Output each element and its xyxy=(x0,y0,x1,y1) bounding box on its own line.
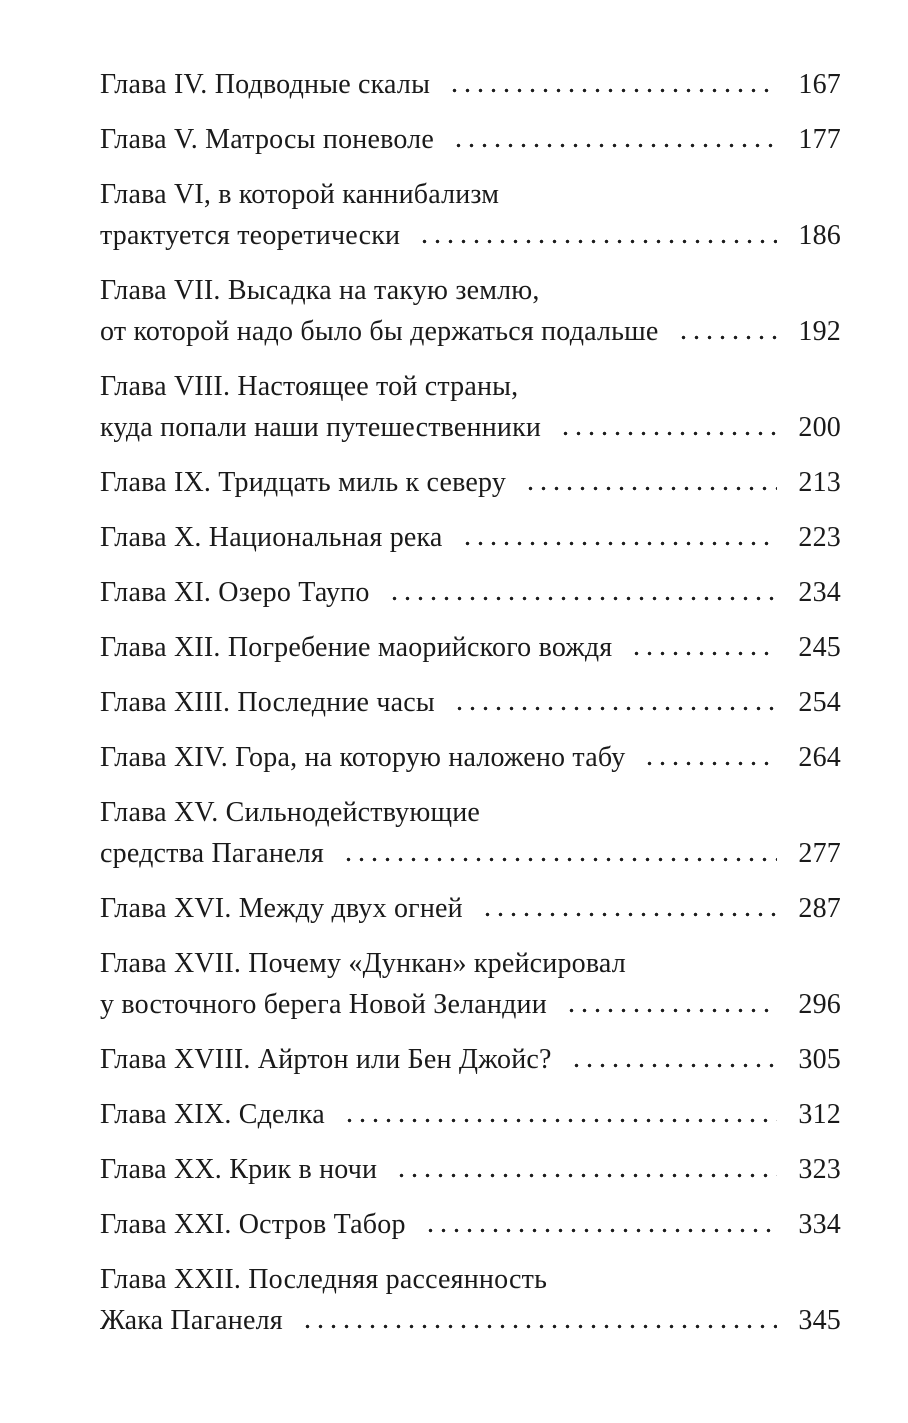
entry-page-number: 334 xyxy=(798,1209,841,1240)
entry-title-text: Глава XIV. Гора, на которую наложено табу xyxy=(100,742,626,773)
entry-last-line xyxy=(100,572,841,613)
entry-last-line xyxy=(100,682,841,723)
entry-title-text: Глава XVIII. Айртон или Бен Джойс? xyxy=(100,1044,552,1075)
entry-last-line xyxy=(100,1300,841,1341)
entry-line: Глава VI, в которой каннибализм xyxy=(100,179,500,210)
entry-title-text: от которой надо было бы держаться подальше xyxy=(100,316,659,347)
toc-entry xyxy=(100,462,841,503)
dotted-leader xyxy=(343,1118,777,1123)
toc-entry xyxy=(100,64,841,105)
entry-last-line xyxy=(100,407,841,448)
toc-entry xyxy=(100,572,841,613)
entry-last-line xyxy=(100,1039,841,1080)
entry-last-line xyxy=(100,888,841,929)
entry-page-number: 223 xyxy=(798,522,841,553)
entry-last-line xyxy=(100,1094,841,1135)
entry-page-number: 192 xyxy=(798,316,841,347)
entry-page-number: 305 xyxy=(798,1044,841,1075)
entry-page-number: 245 xyxy=(798,632,841,663)
entry-prelines xyxy=(100,1259,841,1300)
entry-page-number: 213 xyxy=(798,467,841,498)
entry-title-text: Жака Паганеля xyxy=(100,1305,283,1336)
entry-title-text: Глава XII. Погребение маорийского вождя xyxy=(100,632,613,663)
entry-prelines xyxy=(100,174,841,215)
dotted-leader xyxy=(630,651,777,656)
entry-page-number: 234 xyxy=(798,577,841,608)
entry-title-text: Глава XX. Крик в ночи xyxy=(100,1154,378,1185)
entry-line: Глава XXII. Последняя рассеянность xyxy=(100,1264,548,1295)
entry-last-line xyxy=(100,119,841,160)
entry-last-line xyxy=(100,984,841,1025)
entry-page-number: 264 xyxy=(798,742,841,773)
entry-title-text: Глава IV. Подводные скалы xyxy=(100,69,431,100)
dotted-leader xyxy=(524,486,777,491)
dotted-leader xyxy=(677,335,777,340)
entry-title-text: Глава X. Национальная река xyxy=(100,522,443,553)
dotted-leader xyxy=(418,239,777,244)
dotted-leader xyxy=(395,1173,777,1178)
toc-entry xyxy=(100,943,841,1025)
toc-entry xyxy=(100,1204,841,1245)
toc-entry xyxy=(100,517,841,558)
entry-last-line xyxy=(100,833,841,874)
dotted-leader xyxy=(461,541,777,546)
toc-entry xyxy=(100,1149,841,1190)
entry-title-text: Глава XIX. Сделка xyxy=(100,1099,325,1130)
entry-prelines xyxy=(100,792,841,833)
entry-title-text: Глава XI. Озеро Таупо xyxy=(100,577,370,608)
entry-last-line xyxy=(100,517,841,558)
entry-last-line xyxy=(100,1204,841,1245)
entry-last-line xyxy=(100,627,841,668)
dotted-leader xyxy=(570,1063,777,1068)
entry-page-number: 167 xyxy=(798,69,841,100)
dotted-leader xyxy=(453,706,777,711)
dotted-leader xyxy=(342,857,777,862)
entry-title-text: средства Паганеля xyxy=(100,838,324,869)
entry-title-text: Глава V. Матросы поневоле xyxy=(100,124,434,155)
toc-entry xyxy=(100,1259,841,1341)
entry-title-text: Глава XXI. Остров Табор xyxy=(100,1209,406,1240)
entry-page-number: 296 xyxy=(798,989,841,1020)
toc-entry xyxy=(100,737,841,778)
toc-entry xyxy=(100,270,841,352)
entry-last-line xyxy=(100,737,841,778)
toc-list xyxy=(100,64,841,1341)
toc-entry xyxy=(100,1039,841,1080)
entry-page-number: 312 xyxy=(798,1099,841,1130)
entry-prelines xyxy=(100,943,841,984)
entry-title-text: Глава XVI. Между двух огней xyxy=(100,893,463,924)
entry-page-number: 186 xyxy=(798,220,841,251)
dotted-leader xyxy=(643,761,777,766)
entry-line: Глава VIII. Настоящее той страны, xyxy=(100,371,519,402)
dotted-leader xyxy=(559,431,777,436)
toc-entry xyxy=(100,119,841,160)
dotted-leader xyxy=(448,88,777,93)
entry-page-number: 277 xyxy=(798,838,841,869)
dotted-leader xyxy=(565,1008,777,1013)
dotted-leader xyxy=(481,912,777,917)
entry-title-text: трактуется теоретически xyxy=(100,220,401,251)
entry-prelines xyxy=(100,366,841,407)
dotted-leader xyxy=(301,1324,777,1329)
toc-entry xyxy=(100,627,841,668)
entry-last-line xyxy=(100,462,841,503)
entry-page-number: 287 xyxy=(798,893,841,924)
entry-title-text: куда попали наши путешественники xyxy=(100,412,542,443)
entry-last-line xyxy=(100,64,841,105)
entry-last-line xyxy=(100,215,841,256)
entry-last-line xyxy=(100,311,841,352)
toc-entry xyxy=(100,174,841,256)
toc-entry xyxy=(100,366,841,448)
entry-prelines xyxy=(100,270,841,311)
entry-page-number: 200 xyxy=(798,412,841,443)
entry-line: Глава XVII. Почему «Дункан» крейсировал xyxy=(100,948,626,979)
dotted-leader xyxy=(452,143,777,148)
toc-entry xyxy=(100,888,841,929)
entry-line: Глава VII. Высадка на такую землю, xyxy=(100,275,540,306)
dotted-leader xyxy=(388,596,777,601)
entry-page-number: 345 xyxy=(798,1305,841,1336)
entry-line: Глава XV. Сильнодействующие xyxy=(100,797,481,828)
entry-title-text: Глава XIII. Последние часы xyxy=(100,687,435,718)
entry-page-number: 177 xyxy=(798,124,841,155)
entry-page-number: 323 xyxy=(798,1154,841,1185)
toc-entry xyxy=(100,792,841,874)
entry-last-line xyxy=(100,1149,841,1190)
entry-title-text: у восточного берега Новой Зеландии xyxy=(100,989,547,1020)
entry-title-text: Глава IX. Тридцать миль к северу xyxy=(100,467,507,498)
entry-page-number: 254 xyxy=(798,687,841,718)
toc-entry xyxy=(100,1094,841,1135)
dotted-leader xyxy=(424,1228,777,1233)
toc-entry xyxy=(100,682,841,723)
